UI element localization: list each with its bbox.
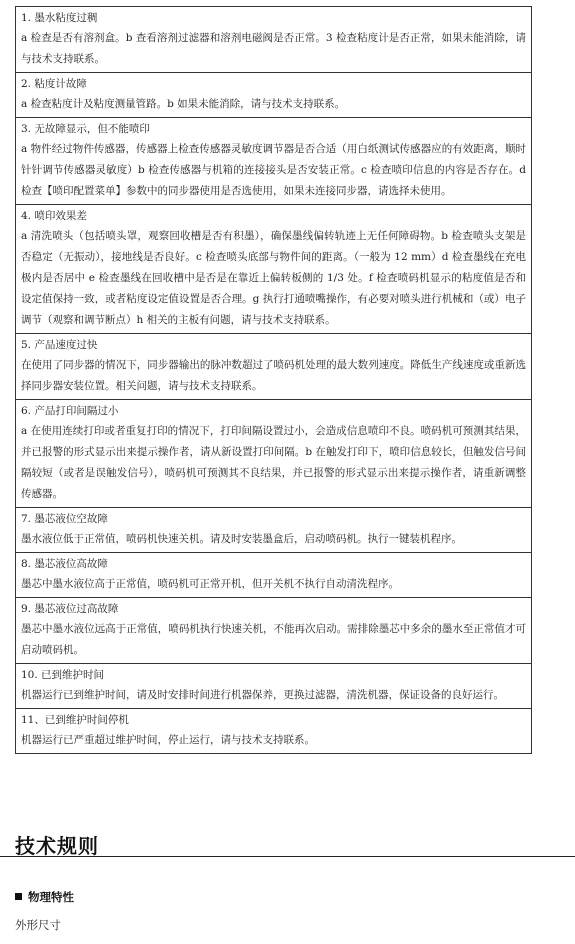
fault-row-2 <box>16 73 531 118</box>
fault-description: a 物件经过物件传感器，传感器上检查传感器灵敏度调节器是否合适（用白纸测试传感器应的有效距离，顺时针针调节传感器灵敏度）b 检查传感器与机箱的连接接头是否安装正常。c 检查喷印信息的内容是否存在。d 检查【喷印配置菜单】参数中的同步器使用是否选使用，如果未连接同步器，请选择未使用。 <box>21 143 526 197</box>
fault-title: 3. 无故障显示，但不能喷印 <box>21 123 150 135</box>
fault-description: a 检查是否有溶剂盒。b 查看溶剂过滤器和溶剂电磁阀是否正常。3 检查粘度计是否正常，如果未能消除，请与技术支持联系。 <box>21 32 526 65</box>
fault-description: 墨水液位低于正常值，喷码机快速关机。请及时安装墨盒后，启动喷码机。执行一键装机程序。 <box>21 533 462 545</box>
fault-row-7 <box>16 508 531 553</box>
subsection-heading-label: 物理特性 <box>28 890 74 904</box>
section-divider <box>0 856 575 857</box>
fault-row-5 <box>16 334 531 400</box>
fault-title: 11、已到维护时间停机 <box>21 714 129 726</box>
fault-title: 4. 喷印效果差 <box>21 210 87 222</box>
fault-title: 5. 产品速度过快 <box>21 339 98 351</box>
fault-row-8 <box>16 553 531 598</box>
fault-row-9 <box>16 598 531 664</box>
subsection-text: 外形尺寸 <box>15 918 61 932</box>
fault-description: 在使用了同步器的情况下，同步器输出的脉冲数超过了喷码机处理的最大数列速度。降低生产线速度或重新选择同步器安装位置。相关问题，请与技术支持联系。 <box>21 359 526 392</box>
fault-description: 机器运行已到维护时间，请及时安排时间进行机器保养，更换过滤器，清洗机器，保证设备的良好运行。 <box>21 689 504 701</box>
fault-title: 1. 墨水粘度过稠 <box>21 12 98 24</box>
fault-row-10 <box>16 664 531 709</box>
fault-title: 7. 墨芯液位空故障 <box>21 513 108 525</box>
fault-description: a 清洗喷头（包括喷头罩，观察回收槽是否有积墨），确保墨线偏转轨迹上无任何障碍物。b 检查喷头支架是否稳定（无振动），接地线是否良好。c 检查喷头底部与物件间的距离。（一般为 12 mm）d 检查墨线在充电极内是否居中 e 检查墨线在回收槽中是否是在靠近上偏转板侧的 1/3 处。f 检查喷码机显示的粘度值是否和设定值保持一致，或者粘度设定值设置是否合理。g 执行打通喷嘴操作，有必要对喷头进行机械和（或）电子调节（观察和调节断点）h 相关的主板有问题，请与技术支持联系。 <box>21 230 526 326</box>
square-bullet-icon <box>15 893 22 900</box>
fault-title: 9. 墨芯液位过高故障 <box>21 603 119 615</box>
fault-title: 6. 产品打印间隔过小 <box>21 405 119 417</box>
fault-table <box>15 6 532 754</box>
fault-description: 墨芯中墨水液位远高于正常值，喷码机执行快速关机，不能再次启动。需排除墨芯中多余的墨水至正常值才可启动喷码机。 <box>21 623 526 656</box>
fault-title: 10. 已到维护时间 <box>21 669 105 681</box>
fault-description: a 在使用连续打印或者重复打印的情况下，打印间隔设置过小，会造成信息喷印不良。喷码机可预测其结果，并已报警的形式显示出来提示操作者，请从新设置打印间隔。b 在触发打印下，喷印信息较长，但触发信号间隔较短（或者是误触发信号），喷码机可预测其不良结果，并已报警的形式显示出来提示操作者，请重新调整传感器。 <box>21 425 526 500</box>
fault-title: 8. 墨芯液位高故障 <box>21 558 108 570</box>
fault-row-1 <box>16 7 531 73</box>
fault-description: 机器运行已严重超过维护时间，停止运行，请与技术支持联系。 <box>21 734 315 746</box>
fault-description: 墨芯中墨水液位高于正常值，喷码机可正常开机，但开关机不执行自动清洗程序。 <box>21 578 399 590</box>
fault-row-4 <box>16 205 531 334</box>
fault-row-6 <box>16 400 531 508</box>
fault-title: 2. 粘度计故障 <box>21 78 87 90</box>
subsection-heading <box>15 889 74 905</box>
fault-description: a 检查粘度计及粘度测量管路。b 如果未能消除，请与技术支持联系。 <box>21 98 346 110</box>
section-heading: 技术规则 <box>15 834 99 858</box>
fault-row-3 <box>16 118 531 205</box>
fault-row-11 <box>16 709 531 754</box>
